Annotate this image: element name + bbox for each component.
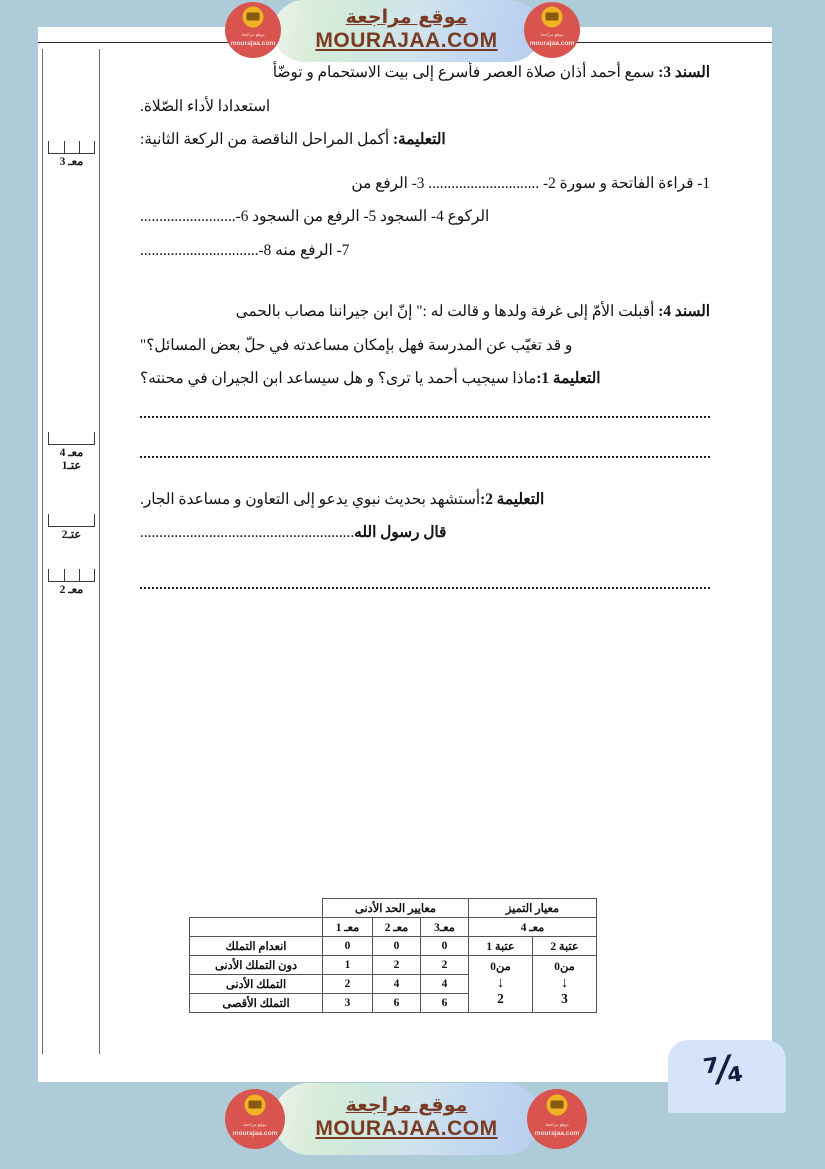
- banner-domain-text: MOURAJAA.COM: [315, 1117, 498, 1140]
- taalima4-1-label: التعليمة 1:: [536, 370, 601, 387]
- cell-maa1-r3: 3: [323, 994, 373, 1013]
- criteria-table: [189, 898, 597, 1013]
- steps-line-1: 1- قراءة الفاتحة و سورة 2- ............................. 3- الرفع من: [351, 174, 710, 192]
- margin-criteria-column: [42, 49, 100, 1054]
- logo-line2: mourajaa.com: [529, 40, 575, 48]
- mourajaa-logo-icon: [527, 1089, 587, 1149]
- logo-line1: موقع مراجعة: [545, 1121, 569, 1127]
- handwritten-mark: ⁷⁄₄: [701, 1046, 746, 1095]
- logo-line2: mourajaa.com: [534, 1130, 580, 1137]
- cell-maa2-r1: 2: [373, 956, 421, 975]
- sanad4-text-line2: و قد تغيّب عن المدرسة فهل بإمكان مساعدته في حلّ بعض المسائل؟": [140, 336, 573, 354]
- sanad4-label: السند 4:: [658, 303, 710, 320]
- bracket-icon: [48, 432, 95, 445]
- logo-badge-icon: [542, 7, 563, 28]
- cell-maa1-r1: 1: [323, 956, 373, 975]
- watermark-banner-bottom: [225, 1083, 588, 1155]
- taalima4-2-paragraph: [140, 484, 710, 516]
- cell-maa3-r1: 2: [421, 956, 469, 975]
- steps-line-3: 7- الرفع منه 8-...............................: [140, 241, 350, 259]
- arrow-cell-threshold2: [533, 956, 597, 1013]
- threshold2-cell: عتبة 2: [533, 937, 597, 956]
- row-label-2: التملك الأدنى: [190, 975, 323, 994]
- mourajaa-logo-icon: [225, 1089, 285, 1149]
- cell-maa3-r2: 4: [421, 975, 469, 994]
- taalima4-1-paragraph: [140, 363, 710, 395]
- header-spacer: [190, 899, 323, 918]
- taalima4-1-text: ماذا سيجيب أحمد يا ترى؟ و هل سيساعد ابن الجيران في محنته؟: [140, 370, 537, 387]
- taalima4-2-label: التعليمة 2:: [480, 490, 545, 508]
- sanad3-text: سمع أحمد أذان صلاة العصر فأسرع إلى بيت الاستحمام و توضّأ: [272, 64, 655, 81]
- margin-mark-maa2: [48, 569, 95, 597]
- margin-mark-maa4-ata1: [48, 432, 95, 474]
- logo-line1: موقع مراجعة: [540, 32, 564, 38]
- row-label-1: دون التملك الأدنى: [190, 956, 323, 975]
- mourajaa-logo-icon: [524, 2, 580, 58]
- tick-group-icon: [48, 569, 95, 582]
- cell-maa3-r0: 0: [421, 937, 469, 956]
- subheader-row-label-blank: [190, 918, 323, 937]
- answer-line-2[interactable]: [140, 444, 710, 458]
- from-label-1: من0: [490, 960, 511, 973]
- subheader-maa1: معـ 1: [323, 918, 373, 937]
- logo-badge-icon: [547, 1095, 568, 1116]
- arrow-end-2: 3: [561, 990, 568, 1006]
- header-distinction: معيار التميز: [469, 899, 597, 918]
- row-label-0: انعدام التملك: [190, 937, 323, 956]
- down-arrow-icon: ↓: [560, 974, 569, 991]
- margin-mark-ata2: [48, 514, 95, 542]
- sanad4-paragraph-line2: [140, 330, 710, 362]
- margin-mark-label: عتـ2: [61, 529, 82, 541]
- hadith-prompt-line: [140, 517, 710, 549]
- table-row: [190, 956, 597, 975]
- header-minimum: معايير الحد الأدنى: [323, 899, 469, 918]
- from-label-2: من0: [554, 960, 575, 973]
- hadith-prompt-dots[interactable]: ........................................................: [140, 524, 355, 541]
- tick-group-icon: [48, 141, 95, 154]
- cell-maa3-r3: 6: [421, 994, 469, 1013]
- sanad4-text: أقبلت الأمّ إلى غرفة ولدها و قالت له :" إنّ ابن جيراننا مصاب بالحمى: [235, 303, 655, 320]
- logo-badge-icon: [243, 7, 264, 28]
- taalima3-label: التعليمة:: [392, 131, 446, 148]
- taalima4-2-text: أستشهد بحديث نبوي يدعو إلى التعاون و مساعدة الجار.: [140, 490, 481, 508]
- logo-line1: موقع مراجعة: [241, 32, 265, 38]
- sanad3-label: السند 3:: [658, 64, 710, 81]
- steps-line-2: الركوع 4- السجود 5- الرفع من السجود 6-.........................: [140, 208, 490, 225]
- subheader-maa3: معـ3: [421, 918, 469, 937]
- sanad4-paragraph: [140, 296, 710, 328]
- margin-mark-label-line2: عتـ1: [61, 460, 82, 473]
- arrow-cell-threshold1: [469, 956, 533, 1013]
- mourajaa-logo-icon: [225, 2, 281, 58]
- cell-maa2-r2: 4: [373, 975, 421, 994]
- sanad3-text-line2: استعدادا لأداء الصّلاة.: [140, 97, 271, 115]
- hadith-prompt-label: قال رسول الله: [354, 524, 447, 541]
- banner-arabic-text: موقع مراجعة: [345, 6, 468, 28]
- threshold1-cell: عتبة 1: [469, 937, 533, 956]
- arrow-end-1: 2: [497, 990, 504, 1006]
- logo-line2: mourajaa.com: [232, 1130, 278, 1137]
- subheader-maa4: معـ 4: [469, 918, 597, 937]
- banner-arabic-text: موقع مراجعة: [345, 1094, 468, 1116]
- logo-badge-icon: [245, 1095, 266, 1116]
- cell-maa2-r0: 0: [373, 937, 421, 956]
- bracket-icon: [48, 514, 95, 527]
- subheader-maa2: معـ 2: [373, 918, 421, 937]
- table-subheader-row: [190, 918, 597, 937]
- banner-domain-text: MOURAJAA.COM: [315, 29, 498, 52]
- row-label-3: التملك الأقصى: [190, 994, 323, 1013]
- margin-mark-maa3: [48, 141, 95, 169]
- cell-maa2-r3: 6: [373, 994, 421, 1013]
- down-arrow-icon: ↓: [496, 974, 505, 991]
- blue-sticker-note: [668, 1040, 786, 1113]
- answer-line-3[interactable]: [140, 575, 710, 589]
- taalima3-paragraph: [140, 124, 710, 156]
- sanad3-paragraph-line2: [140, 91, 710, 123]
- answer-line-1[interactable]: [140, 404, 710, 418]
- watermark-banner-top: [225, 0, 588, 62]
- logo-line1: موقع مراجعة: [243, 1121, 267, 1127]
- taalima3-text: أكمل المراحل الناقصة من الركعة الثانية:: [140, 131, 390, 148]
- document-paper: [38, 27, 772, 1095]
- cell-maa1-r0: 0: [323, 937, 373, 956]
- table-header-row: [190, 899, 597, 918]
- margin-mark-label: معـ 3: [59, 156, 84, 168]
- table-row: [190, 937, 597, 956]
- worksheet-body: [140, 57, 710, 589]
- margin-mark-label: معـ 2: [59, 584, 84, 596]
- logo-line2: mourajaa.com: [230, 40, 276, 48]
- cell-maa1-r2: 2: [323, 975, 373, 994]
- margin-mark-label-line1: معـ 4: [59, 447, 84, 459]
- criteria-table-wrapper: [189, 898, 597, 1013]
